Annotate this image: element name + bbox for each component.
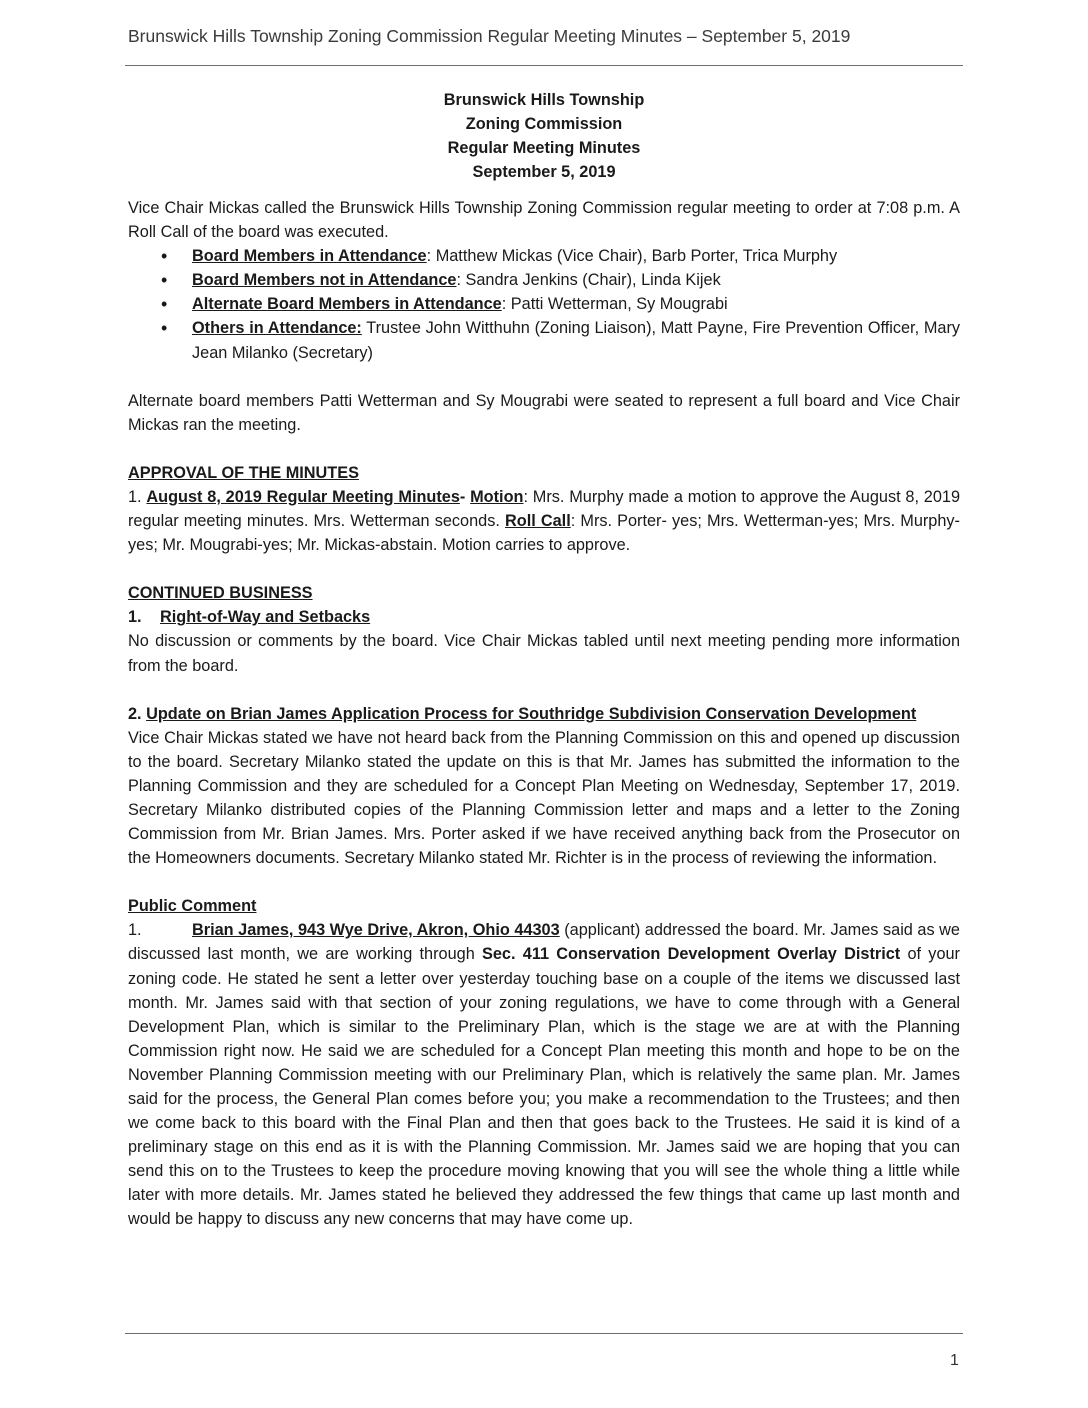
attendance-item-board-present [128,244,960,268]
footer-rule [125,1333,963,1334]
continued-item-1-heading [128,605,960,629]
code-reference: Sec. 411 Conservation Development Overlay District [482,945,901,964]
attendance-label: Alternate Board Members in Attendance [192,295,502,314]
approval-item-number: 1. [128,487,147,506]
continued-item-2-number: 2. [128,704,147,723]
title-line-2: Zoning Commission [465,115,623,133]
attendance-item-others [128,316,960,364]
public-comment-text-b: of your zoning code. He stated he sent a letter over yesterday touching base on a couple of the items we discussed last month. Mr. James said with that section of your zoning regulations, we have to come through with a General Development Plan, which is similar to the Preliminary Plan, which is the stage we are at with the Planning Commission right now. He said we are scheduled for a Concept Plan meeting this month and hope to be on the November Planning Commission meeting with our Preliminary Plan, which is relatively the same plan. Mr. James said for the process, the General Plan comes before you; you make a recommendation to the Trustees; and then we come back to this board with the Final Plan and then that goes back to the Trustees. He said it is kind of a preliminary stage on this end as it is with the Planning Commission. Mr. James said we are hoping that you can send this on to the Trustees to keep the procedure moving knowing that you will see the whole thing a little while later with more details. Mr. James stated he believed they addressed the few things that came up last month and would be happy to discuss any new concerns that may have come up. [128,945,960,1229]
attendance-item-board-absent [128,268,960,292]
continued-item-1-title: Right-of-Way and Setbacks [160,608,371,627]
approval-dash: - [459,487,471,506]
attendance-text: Trustee John Witthuhn (Zoning Liaison), Matt Payne, Fire Prevention Officer, Mary Jean Milanko (Secretary) [192,319,961,362]
title-block [128,88,960,184]
attendance-label: Others in Attendance: [192,319,362,338]
rollcall-text: : Mrs. Porter- yes; Mrs. Wetterman-yes; Mrs. Murphy-yes; Mr. Mougrabi-yes; Mr. Mickas-abstain. Motion carries to approve. [128,512,960,555]
continued-item-1-text: No discussion or comments by the board. Vice Chair Mickas tabled until next meeting pending more information from the board. [128,632,960,675]
continued-item-1-number: 1. [128,608,142,627]
continued-item-2-title: Update on Brian James Application Process for Southridge Subdivision Conservation Development [146,704,917,723]
seated-paragraph: Alternate board members Patti Wetterman and Sy Mougrabi were seated to represent a full board and Vice Chair Mickas ran the meeting. [128,391,960,434]
title-line-1: Brunswick Hills Township [443,91,645,109]
public-comment-number: 1. [128,921,142,940]
header-rule [125,65,963,66]
spacer [128,557,960,581]
title-line-3: Regular Meeting Minutes [447,139,641,157]
intro-paragraph: Vice Chair Mickas called the Brunswick Hills Township Zoning Commission regular meeting to order at 7:08 p.m. A Roll Call of the board was executed. [128,199,960,242]
spacer [128,678,960,702]
attendance-text: Sandra Jenkins (Chair), Linda Kijek [465,271,721,290]
continued-heading: CONTINUED BUSINESS [128,584,313,603]
rollcall-label: Roll Call [505,512,571,531]
public-comment-heading: Public Comment [128,897,257,916]
title-line-4: September 5, 2019 [472,163,616,181]
spacer [128,437,960,461]
page-number: 1 [950,1352,959,1369]
attendance-text: Patti Wetterman, Sy Mougrabi [510,295,728,314]
running-header: Brunswick Hills Township Zoning Commission Regular Meeting Minutes – September 5, 2019 [128,26,851,46]
public-comment-paragraph [128,918,960,1231]
attendance-sep: : [426,247,436,266]
spacer [128,870,960,894]
document-body [128,88,960,1232]
motion-text: : Mrs. Murphy made a motion to approve the August 8, 2019 regular meeting minutes. Mrs. Wetterman seconds. [128,487,960,531]
attendance-label: Board Members not in Attendance [192,271,457,290]
approval-heading: APPROVAL OF THE MINUTES [128,463,359,482]
approval-item-title: August 8, 2019 Regular Meeting Minutes [146,487,460,506]
attendance-text: Matthew Mickas (Vice Chair), Barb Porter, Trica Murphy [435,247,838,266]
continued-item-2-text: Vice Chair Mickas stated we have not heard back from the Planning Commission on this and opened up discussion to the board. Secretary Milanko stated the update on this is that Mr. James has submitted the information to the Planning Commission and they are scheduled for a Concept Plan Meeting on Wednesday, September 17, 2019. Secretary Milanko distributed copies of the Planning Commission letter and maps and a letter to the Zoning Commission from Mr. Brian James. Mrs. Porter asked if we have received anything back from the Prosecutor on the Homeowners documents. Secretary Milanko stated Mr. Richter is in the process of reviewing the information. [128,728,960,868]
motion-label: Motion [470,487,524,506]
approval-paragraph [128,485,960,557]
attendance-list [128,244,960,364]
attendance-sep: : [456,271,466,290]
continued-item-2-heading [128,702,960,726]
spacer [128,365,960,389]
public-comment-speaker: Brian James, 943 Wye Drive, Akron, Ohio 44303 [192,921,560,940]
attendance-item-alternates [128,292,960,316]
attendance-label: Board Members in Attendance [192,247,427,266]
attendance-sep: : [501,295,511,314]
public-comment-text-a: (applicant) addressed the board. Mr. James said as we discussed last month, we are working through [128,921,960,964]
